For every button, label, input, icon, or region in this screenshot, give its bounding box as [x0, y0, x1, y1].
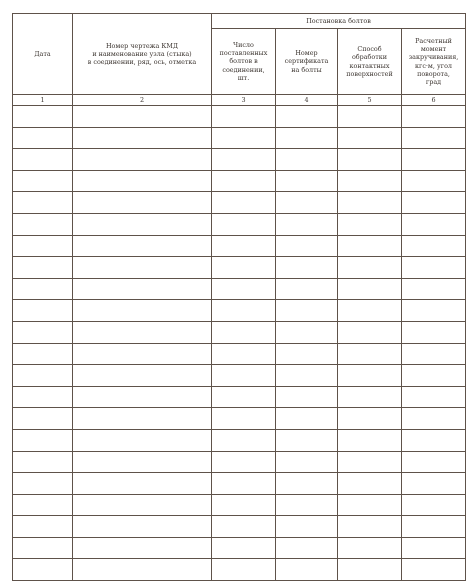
- column-number-row: [13, 95, 466, 106]
- table-cell: [402, 408, 466, 430]
- table-cell: [338, 170, 402, 192]
- header-certificate-line: Номер: [295, 49, 318, 58]
- header-drawing-line-3: в соединении, ряд, ось, отметка: [87, 58, 197, 67]
- table-cell: [13, 170, 73, 192]
- header-date: Дата: [13, 14, 73, 95]
- table-cell: [276, 127, 338, 149]
- table-cell: [73, 127, 212, 149]
- header-torque-line: кгс·м, угол: [414, 61, 452, 70]
- table-cell: [402, 257, 466, 279]
- table-cell: [73, 516, 212, 538]
- table-row: [13, 365, 466, 387]
- table-cell: [276, 537, 338, 559]
- table-row: [13, 278, 466, 300]
- column-number: 3: [212, 95, 276, 106]
- table-cell: [402, 473, 466, 495]
- header-treatment-line: поверхностей: [346, 69, 393, 78]
- table-row: [13, 559, 466, 581]
- bolt-installation-log-table: [12, 13, 466, 581]
- table-cell: [13, 559, 73, 581]
- table-cell: [13, 321, 73, 343]
- table-cell: [212, 494, 276, 516]
- table-cell: [276, 386, 338, 408]
- table-cell: [212, 127, 276, 149]
- table-cell: [13, 278, 73, 300]
- table-cell: [212, 516, 276, 538]
- header-surface-treatment: [338, 29, 402, 95]
- table-cell: [338, 365, 402, 387]
- table-cell: [338, 321, 402, 343]
- table-cell: [13, 516, 73, 538]
- table-row: [13, 429, 466, 451]
- header-bolt-installation-group: Постановка болтов: [212, 14, 466, 29]
- table-cell: [73, 235, 212, 257]
- table-cell: [212, 170, 276, 192]
- table-cell: [338, 257, 402, 279]
- table-cell: [402, 429, 466, 451]
- table-row: [13, 127, 466, 149]
- table-cell: [338, 278, 402, 300]
- table-cell: [212, 451, 276, 473]
- table-row: [13, 537, 466, 559]
- table-cell: [73, 106, 212, 128]
- table-cell: [402, 365, 466, 387]
- table-row: [13, 321, 466, 343]
- table-cell: [73, 149, 212, 171]
- table-cell: [402, 537, 466, 559]
- table-row: [13, 386, 466, 408]
- table-cell: [73, 170, 212, 192]
- table-cell: [402, 559, 466, 581]
- table-cell: [73, 321, 212, 343]
- table-cell: [338, 300, 402, 322]
- table-cell: [402, 106, 466, 128]
- header-tightening-torque: [402, 29, 466, 95]
- table-cell: [276, 235, 338, 257]
- table-cell: [402, 451, 466, 473]
- table-cell: [212, 149, 276, 171]
- table-row: [13, 192, 466, 214]
- header-bolt-count-line: поставленных: [219, 49, 268, 58]
- header-certificate-line: на болты: [291, 65, 322, 74]
- table-cell: [212, 473, 276, 495]
- table-cell: [402, 300, 466, 322]
- table-cell: [73, 257, 212, 279]
- column-number: 1: [13, 95, 73, 106]
- table-cell: [212, 408, 276, 430]
- table-cell: [212, 106, 276, 128]
- table-cell: [338, 473, 402, 495]
- table-cell: [212, 213, 276, 235]
- table-cell: [276, 300, 338, 322]
- table-cell: [13, 451, 73, 473]
- table-cell: [276, 170, 338, 192]
- table-cell: [13, 300, 73, 322]
- header-certificate-number: [276, 29, 338, 95]
- table-cell: [13, 494, 73, 516]
- header-torque-line: Расчетный: [415, 36, 452, 45]
- table-cell: [73, 494, 212, 516]
- table-cell: [212, 537, 276, 559]
- table-cell: [276, 106, 338, 128]
- table-cell: [13, 386, 73, 408]
- column-number: 2: [73, 95, 212, 106]
- header-treatment-line: обработки: [351, 53, 388, 62]
- header-bolt-count: [212, 29, 276, 95]
- table-cell: [13, 473, 73, 495]
- table-cell: [338, 235, 402, 257]
- header-certificate-line: сертификата: [284, 57, 329, 66]
- table-cell: [276, 451, 338, 473]
- table-cell: [276, 321, 338, 343]
- table-row: [13, 257, 466, 279]
- table-cell: [73, 537, 212, 559]
- table-cell: [212, 300, 276, 322]
- table-cell: [13, 149, 73, 171]
- table-cell: [73, 343, 212, 365]
- table-cell: [13, 343, 73, 365]
- table-cell: [402, 386, 466, 408]
- table-cell: [338, 408, 402, 430]
- column-number: 5: [338, 95, 402, 106]
- table-cell: [212, 235, 276, 257]
- table-cell: [73, 559, 212, 581]
- table-cell: [276, 494, 338, 516]
- table-row: [13, 343, 466, 365]
- table-cell: [402, 321, 466, 343]
- table-cell: [338, 343, 402, 365]
- table-cell: [276, 429, 338, 451]
- table-cell: [338, 213, 402, 235]
- table-cell: [13, 127, 73, 149]
- header-bolt-count-line: Число: [233, 40, 254, 49]
- table-cell: [212, 192, 276, 214]
- table-cell: [13, 257, 73, 279]
- column-number: 6: [402, 95, 466, 106]
- table-row: [13, 408, 466, 430]
- column-number: 4: [276, 95, 338, 106]
- table-cell: [212, 343, 276, 365]
- header-torque-line: момент: [420, 44, 447, 53]
- table-cell: [276, 473, 338, 495]
- table-cell: [13, 408, 73, 430]
- table-cell: [402, 192, 466, 214]
- table-cell: [276, 559, 338, 581]
- header-drawing-line-1: Номер чертежа КМД: [105, 41, 179, 50]
- header-bolt-count-line: шт.: [237, 73, 250, 82]
- header-torque-line: град: [425, 78, 442, 87]
- header-treatment-line: Способ: [357, 44, 382, 53]
- table-row: [13, 516, 466, 538]
- table-cell: [212, 321, 276, 343]
- table-cell: [212, 365, 276, 387]
- table-cell: [276, 257, 338, 279]
- table-cell: [276, 365, 338, 387]
- table-row: [13, 170, 466, 192]
- table-row: [13, 451, 466, 473]
- table-cell: [276, 278, 338, 300]
- table-cell: [13, 537, 73, 559]
- table-cell: [73, 451, 212, 473]
- table-cell: [276, 192, 338, 214]
- header-bolt-count-line: соединении,: [222, 65, 265, 74]
- table-cell: [13, 192, 73, 214]
- table-row: [13, 235, 466, 257]
- table-cell: [73, 429, 212, 451]
- table-cell: [73, 365, 212, 387]
- table-cell: [276, 516, 338, 538]
- table-cell: [13, 365, 73, 387]
- table-cell: [338, 559, 402, 581]
- table-cell: [338, 537, 402, 559]
- table-cell: [338, 192, 402, 214]
- table-cell: [73, 300, 212, 322]
- log-body: [13, 106, 466, 581]
- header-drawing-line-2: и наименование узла (стыка): [92, 49, 192, 58]
- table-cell: [338, 149, 402, 171]
- table-cell: [73, 278, 212, 300]
- header-row-top: [13, 14, 466, 29]
- table-cell: [402, 343, 466, 365]
- header-torque-line: поворота,: [417, 69, 450, 78]
- table-cell: [73, 386, 212, 408]
- table-cell: [276, 149, 338, 171]
- table-cell: [212, 278, 276, 300]
- header-drawing-number: [73, 14, 212, 95]
- table-cell: [276, 343, 338, 365]
- header-treatment-line: контактных: [349, 61, 390, 70]
- table-cell: [338, 106, 402, 128]
- table-row: [13, 106, 466, 128]
- table-cell: [276, 408, 338, 430]
- table-cell: [212, 429, 276, 451]
- table-cell: [338, 494, 402, 516]
- table-row: [13, 473, 466, 495]
- table-cell: [276, 213, 338, 235]
- table-cell: [402, 170, 466, 192]
- table-row: [13, 149, 466, 171]
- table-cell: [13, 429, 73, 451]
- table-cell: [402, 494, 466, 516]
- table-cell: [338, 127, 402, 149]
- table-cell: [402, 516, 466, 538]
- header-bolt-count-line: болтов в: [229, 57, 258, 66]
- table-cell: [212, 257, 276, 279]
- table-cell: [402, 213, 466, 235]
- table-row: [13, 300, 466, 322]
- table-cell: [402, 149, 466, 171]
- table-cell: [73, 192, 212, 214]
- table-cell: [212, 386, 276, 408]
- table-cell: [338, 429, 402, 451]
- table-row: [13, 213, 466, 235]
- table-cell: [402, 127, 466, 149]
- table-cell: [73, 213, 212, 235]
- table-cell: [73, 408, 212, 430]
- table-cell: [338, 451, 402, 473]
- table-cell: [402, 235, 466, 257]
- header-torque-line: закручивания,: [408, 53, 459, 62]
- table-cell: [13, 213, 73, 235]
- table-cell: [73, 473, 212, 495]
- table-cell: [13, 235, 73, 257]
- table-cell: [212, 559, 276, 581]
- table-row: [13, 494, 466, 516]
- table-cell: [13, 106, 73, 128]
- table-cell: [338, 386, 402, 408]
- table-cell: [338, 516, 402, 538]
- table-cell: [402, 278, 466, 300]
